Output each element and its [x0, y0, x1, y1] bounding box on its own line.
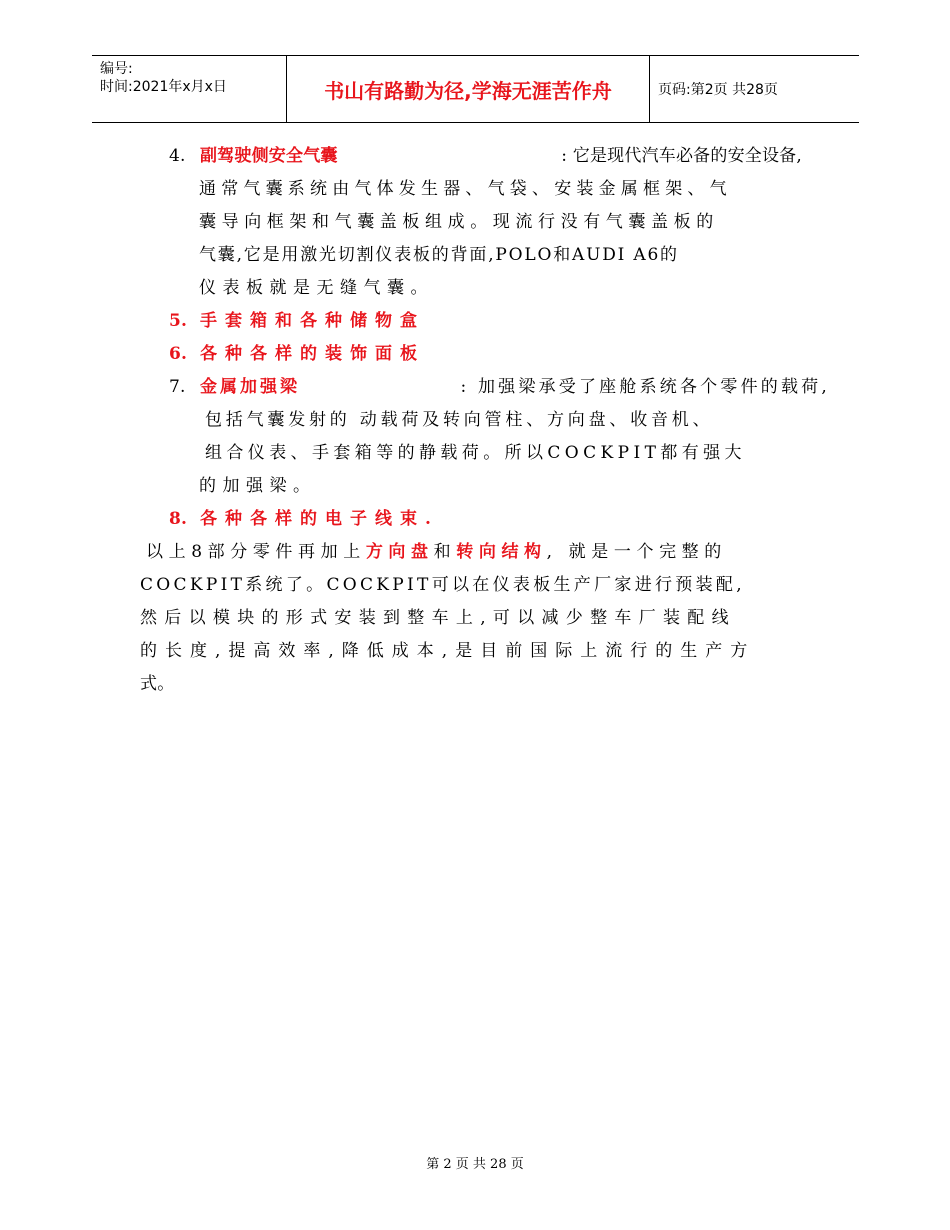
- summary-text: 以上8部分零件再加上: [146, 542, 366, 562]
- page-footer: 第 2 页 共 28 页: [426, 1157, 524, 1172]
- item-5: [169, 310, 425, 332]
- item-heading: 各种各样的装饰面板: [200, 344, 425, 364]
- summary-line-3: 然后以模块的形式安装到整车上,可以减少整车厂装配线: [140, 608, 736, 628]
- item-7-line-4: 的加强梁。: [199, 476, 317, 496]
- item-7-line-1: [169, 376, 830, 398]
- item-heading: 各种各样的电子线束.: [200, 509, 439, 529]
- summary-text: , 就是一个完整的: [546, 542, 727, 562]
- item-7-line-3: 组合仪表、手套箱等的静载荷。所以COCKPIT都有强大: [205, 443, 746, 463]
- item-number: 6.: [169, 344, 188, 364]
- item-4-line-5: 仪表板就是无缝气囊。: [199, 278, 434, 298]
- item-heading: 副驾驶侧安全气囊: [200, 146, 338, 166]
- item-4-line-4: 气囊,它是用激光切割仪表板的背面,POLO和AUDI A6的: [199, 245, 679, 265]
- item-number: 4.: [169, 146, 186, 166]
- item-number: 7.: [169, 377, 186, 397]
- header-motto: 书山有路勤为径,学海无涯苦作舟: [324, 78, 612, 103]
- item-6: [169, 343, 425, 365]
- header-middle-cell: [286, 56, 650, 122]
- item-4-line-3: 囊导向框架和气囊盖板组成。现流行没有气囊盖板的: [199, 212, 719, 232]
- serial-label: 编号:: [100, 61, 133, 77]
- header-page-info: 页码:第2页 共28页: [658, 82, 778, 98]
- time-label: 时间:2021年x月x日: [100, 79, 227, 95]
- item-4-line-1: [169, 145, 802, 167]
- item-heading: 手套箱和各种储物盒: [200, 311, 425, 331]
- summary-line-4: 的长度,提高效率,降低成本,是目前国际上流行的生产方: [140, 641, 756, 661]
- summary-highlight-steering-wheel: 方向盘: [365, 542, 434, 562]
- item-8: [169, 508, 439, 530]
- summary-line-5: 式。: [140, 674, 175, 694]
- item-4-line-2: 通常气囊系统由气体发生器、气袋、安装金属框架、气: [199, 179, 732, 199]
- item-text: : 加强梁承受了座舱系统各个零件的载荷,: [460, 377, 830, 397]
- summary-line-1: [146, 541, 836, 563]
- summary-text: 和: [433, 542, 457, 562]
- item-7-line-2: 包括气囊发射的 动载荷及转向管柱、方向盘、收音机、: [205, 410, 714, 430]
- item-text: : 它是现代汽车必备的安全设备,: [561, 146, 802, 166]
- header-left-cell: [92, 56, 286, 122]
- item-number: 5.: [169, 311, 188, 331]
- header-right-cell: [649, 56, 859, 122]
- summary-line-2: COCKPIT系统了。COCKPIT可以在仪表板生产厂家进行预装配,: [140, 575, 745, 595]
- item-heading: 金属加强梁: [200, 377, 300, 397]
- item-number: 8.: [169, 509, 188, 529]
- summary-highlight-steering-structure: 转向结构: [456, 542, 547, 562]
- document-header: [92, 55, 859, 123]
